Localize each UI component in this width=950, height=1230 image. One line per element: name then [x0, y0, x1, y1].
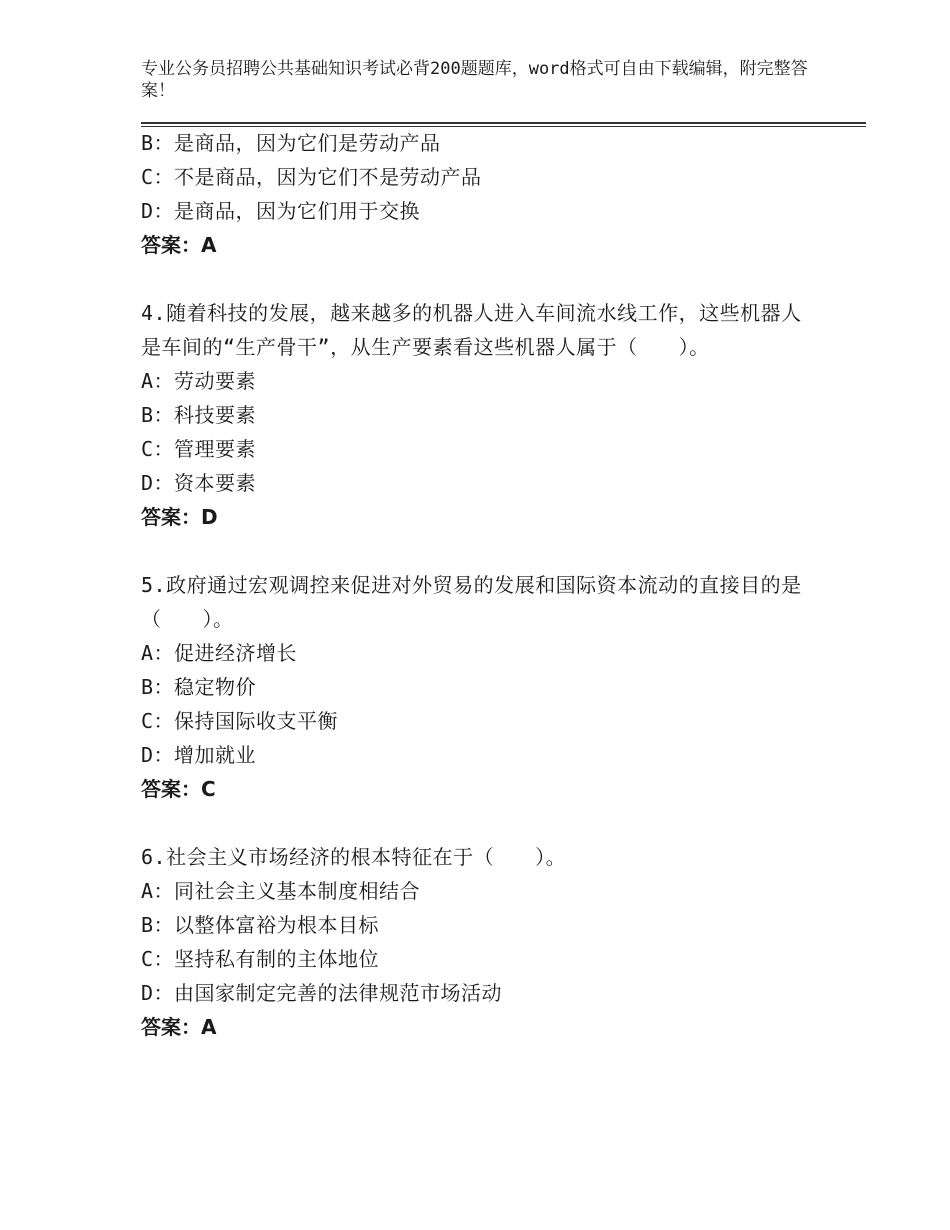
- option-d: D：是商品，因为它们用于交换: [141, 199, 421, 223]
- option-a: A：促进经济增长: [141, 641, 298, 665]
- question-stem: 4.随着科技的发展，越来越多的机器人进入车间流水线工作，这些机器人是车间的“生产骨干”，从生产要素看这些机器人属于（ ）。: [141, 301, 802, 359]
- option-d: D：资本要素: [141, 471, 257, 495]
- option-b: B：科技要素: [141, 403, 257, 427]
- document-header: 专业公务员招聘公共基础知识考试必背200题题库，word格式可自由下载编辑，附完整答案！: [141, 59, 808, 101]
- option-b: B：以整体富裕为根本目标: [141, 913, 380, 937]
- answer-line: 答案：C: [141, 777, 216, 801]
- answer-line: 答案：D: [141, 505, 218, 529]
- option-b: B：是商品，因为它们是劳动产品: [141, 131, 441, 155]
- option-a: A：劳动要素: [141, 369, 257, 393]
- option-d: D：由国家制定完善的法律规范市场活动: [141, 981, 503, 1005]
- option-a: A：同社会主义基本制度相结合: [141, 879, 421, 903]
- option-b: B：稳定物价: [141, 675, 257, 699]
- option-c: C：保持国际收支平衡: [141, 709, 339, 733]
- option-c: C：管理要素: [141, 437, 257, 461]
- question-fragment: [141, 126, 811, 262]
- question-5: [141, 568, 811, 806]
- option-c: C：不是商品，因为它们不是劳动产品: [141, 165, 482, 189]
- question-6: [141, 840, 811, 1044]
- answer-line: 答案：A: [141, 1015, 217, 1039]
- document-body: [141, 126, 811, 1044]
- question-4: [141, 296, 811, 534]
- option-d: D：增加就业: [141, 743, 257, 767]
- question-stem: 5.政府通过宏观调控来促进对外贸易的发展和国际资本流动的直接目的是（ ）。: [141, 573, 802, 631]
- answer-line: 答案：A: [141, 233, 217, 257]
- option-c: C：坚持私有制的主体地位: [141, 947, 380, 971]
- question-stem: 6.社会主义市场经济的根本特征在于（ ）。: [141, 845, 567, 869]
- header-rule-thick: [141, 122, 866, 124]
